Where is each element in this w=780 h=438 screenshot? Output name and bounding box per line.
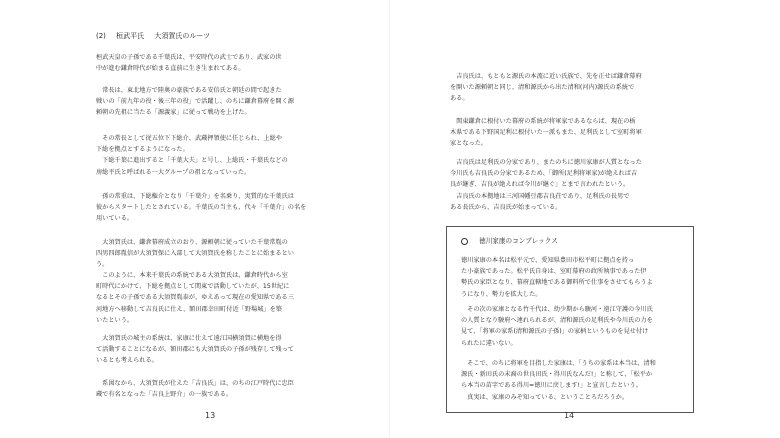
paragraph: 桓武天皇の子孫である千葉氏は、平安時代の武士であり、武家の世 中が進む鎌倉時代が始まる直前に生き生まれてある。 bbox=[96, 54, 282, 73]
paragraph: 孫の常重は、下総権介となり「千葉介」を名乗り、実質的な千葉氏は 彼からスタートしたとされている。千葉氏の当主も、代々「千葉介」の名を 用いている。 bbox=[96, 193, 307, 223]
paragraph: 吉良氏は足利氏の分家であり、またのちに徳川家康が人質となった 今川氏も吉良氏の分家であるため、「御所(足利将軍家)が絶えれば吉 良が継ぎ、吉良が絶えれば今川が継ぐ」とまで言われたという。 吉良氏の本拠地は三河国幡豆郡吉良荘であり、足利氏の長男で ある長氏から、吉良氏が始まっている。 bbox=[450, 159, 642, 211]
column-box bbox=[446, 226, 694, 413]
paragraph: このように、本来千葉氏の系統である大須賀氏は、鎌倉時代から室 町時代にかけて、下総を拠点として関東で活動していたが、15世紀に なるとその子孫である大須賀胤泰が、ゆえあって現在の愛知県である三 河地方へ移動して吉良氏に仕え、額田郡幸田町付近「野場城」を築 いたという。 bbox=[96, 272, 294, 324]
circle-bullet-icon bbox=[461, 238, 468, 245]
box-title-text: 徳川家康のコンプレックス bbox=[479, 237, 558, 245]
paragraph: 大須賀氏は、鎌倉幕府成立のおり、源頼朝に従っていた千葉常胤の 四男四郎胤信が大須賀保に入部して大須賀氏を称したことに始まるとい う。 bbox=[96, 239, 294, 269]
section-heading-part2: 大須賀氏のルーツ bbox=[154, 32, 211, 40]
box-paragraph: 徳川家康の本名は松平元で、愛知県豊田市松平町に拠点を持っ た小豪族であった。松平氏自身は、室町幕府の政所執事であった伊 勢氏の家臣となり、幕府直轄地である御料所で仕事をさせてもらうよ うになり、勢力を拡大した。 bbox=[461, 257, 653, 298]
right-page bbox=[390, 0, 780, 438]
paragraph: その常長として従五位下下総介、武蔵押領使に任じられ、上総や 下総を拠点とするようになった。 下総千葉に進出すると「千葉大夫」と号し、上総氏・千葉氏などの 房総平氏と呼ばれる一大グループの祖となっていった。 bbox=[96, 135, 288, 176]
page-number-left: 13 bbox=[205, 411, 216, 420]
section-heading bbox=[96, 31, 218, 41]
section-heading-part1: 桓武平氏 bbox=[116, 32, 145, 40]
paragraph: 大須賀氏の城主の系統は、家康に仕えて遠江国横須賀に横地を得 て活動することになるが、額田郡にも大須賀氏の子孫が残存して残って いるとも考えられる。 bbox=[96, 335, 294, 365]
paragraph: 常長は、東北地方で陸奥の豪族である安倍氏と朝廷の間で起きた 戦いの「前九年の役・後三年の役」で活躍し、のちに鎌倉幕府を開く源 頼朝の先祖に当たる「源義家」に従って戦功を上げた。 bbox=[96, 87, 294, 117]
box-paragraph: そこで、のちに将軍を目指した家康は、「うちの家系は本当は、清和 源氏・新田氏の末裔の世良田氏・得川氏なんだ!」と称して、「松平か ら本当の苗字である得川=徳川に戻します!」と宣言したという。 真実は、家康のみぞ知っている、ということろだろうか。 bbox=[461, 360, 656, 401]
section-number: (2) bbox=[96, 32, 106, 40]
box-title bbox=[461, 235, 558, 245]
box-paragraph: その次の家康となる竹千代は、幼少期から駿河・遠江守護の今川氏 の人質となり駿府へ連れられるが、清和源氏の足利氏や今川氏の力を 見て、「将軍の家系(清和源氏の子孫)」の家柄というものを見せ付け られたに違いない。 bbox=[461, 306, 653, 347]
paragraph: 関東鎌倉に根付いた幕府の系統が将軍家であるならば、現在の栃 木県である下野国足利に根付いた一派もまた、足利氏として室町将軍 家となった。 bbox=[450, 118, 642, 148]
paragraph: 吉良氏は、もともと源氏の本流に近い氏族で、先を正せば鎌倉幕府 を開いた源頼朝と同じ、清和源氏から出た清和(河内)源氏の系統で ある。 bbox=[450, 73, 642, 103]
paragraph: 系図なから、大須賀氏が仕えた「吉良氏」は、のちの江戸時代に忠臣 蔵で有名となった「吉良上野介」の一族である。 bbox=[96, 380, 294, 399]
page-number-right: 14 bbox=[564, 411, 575, 420]
